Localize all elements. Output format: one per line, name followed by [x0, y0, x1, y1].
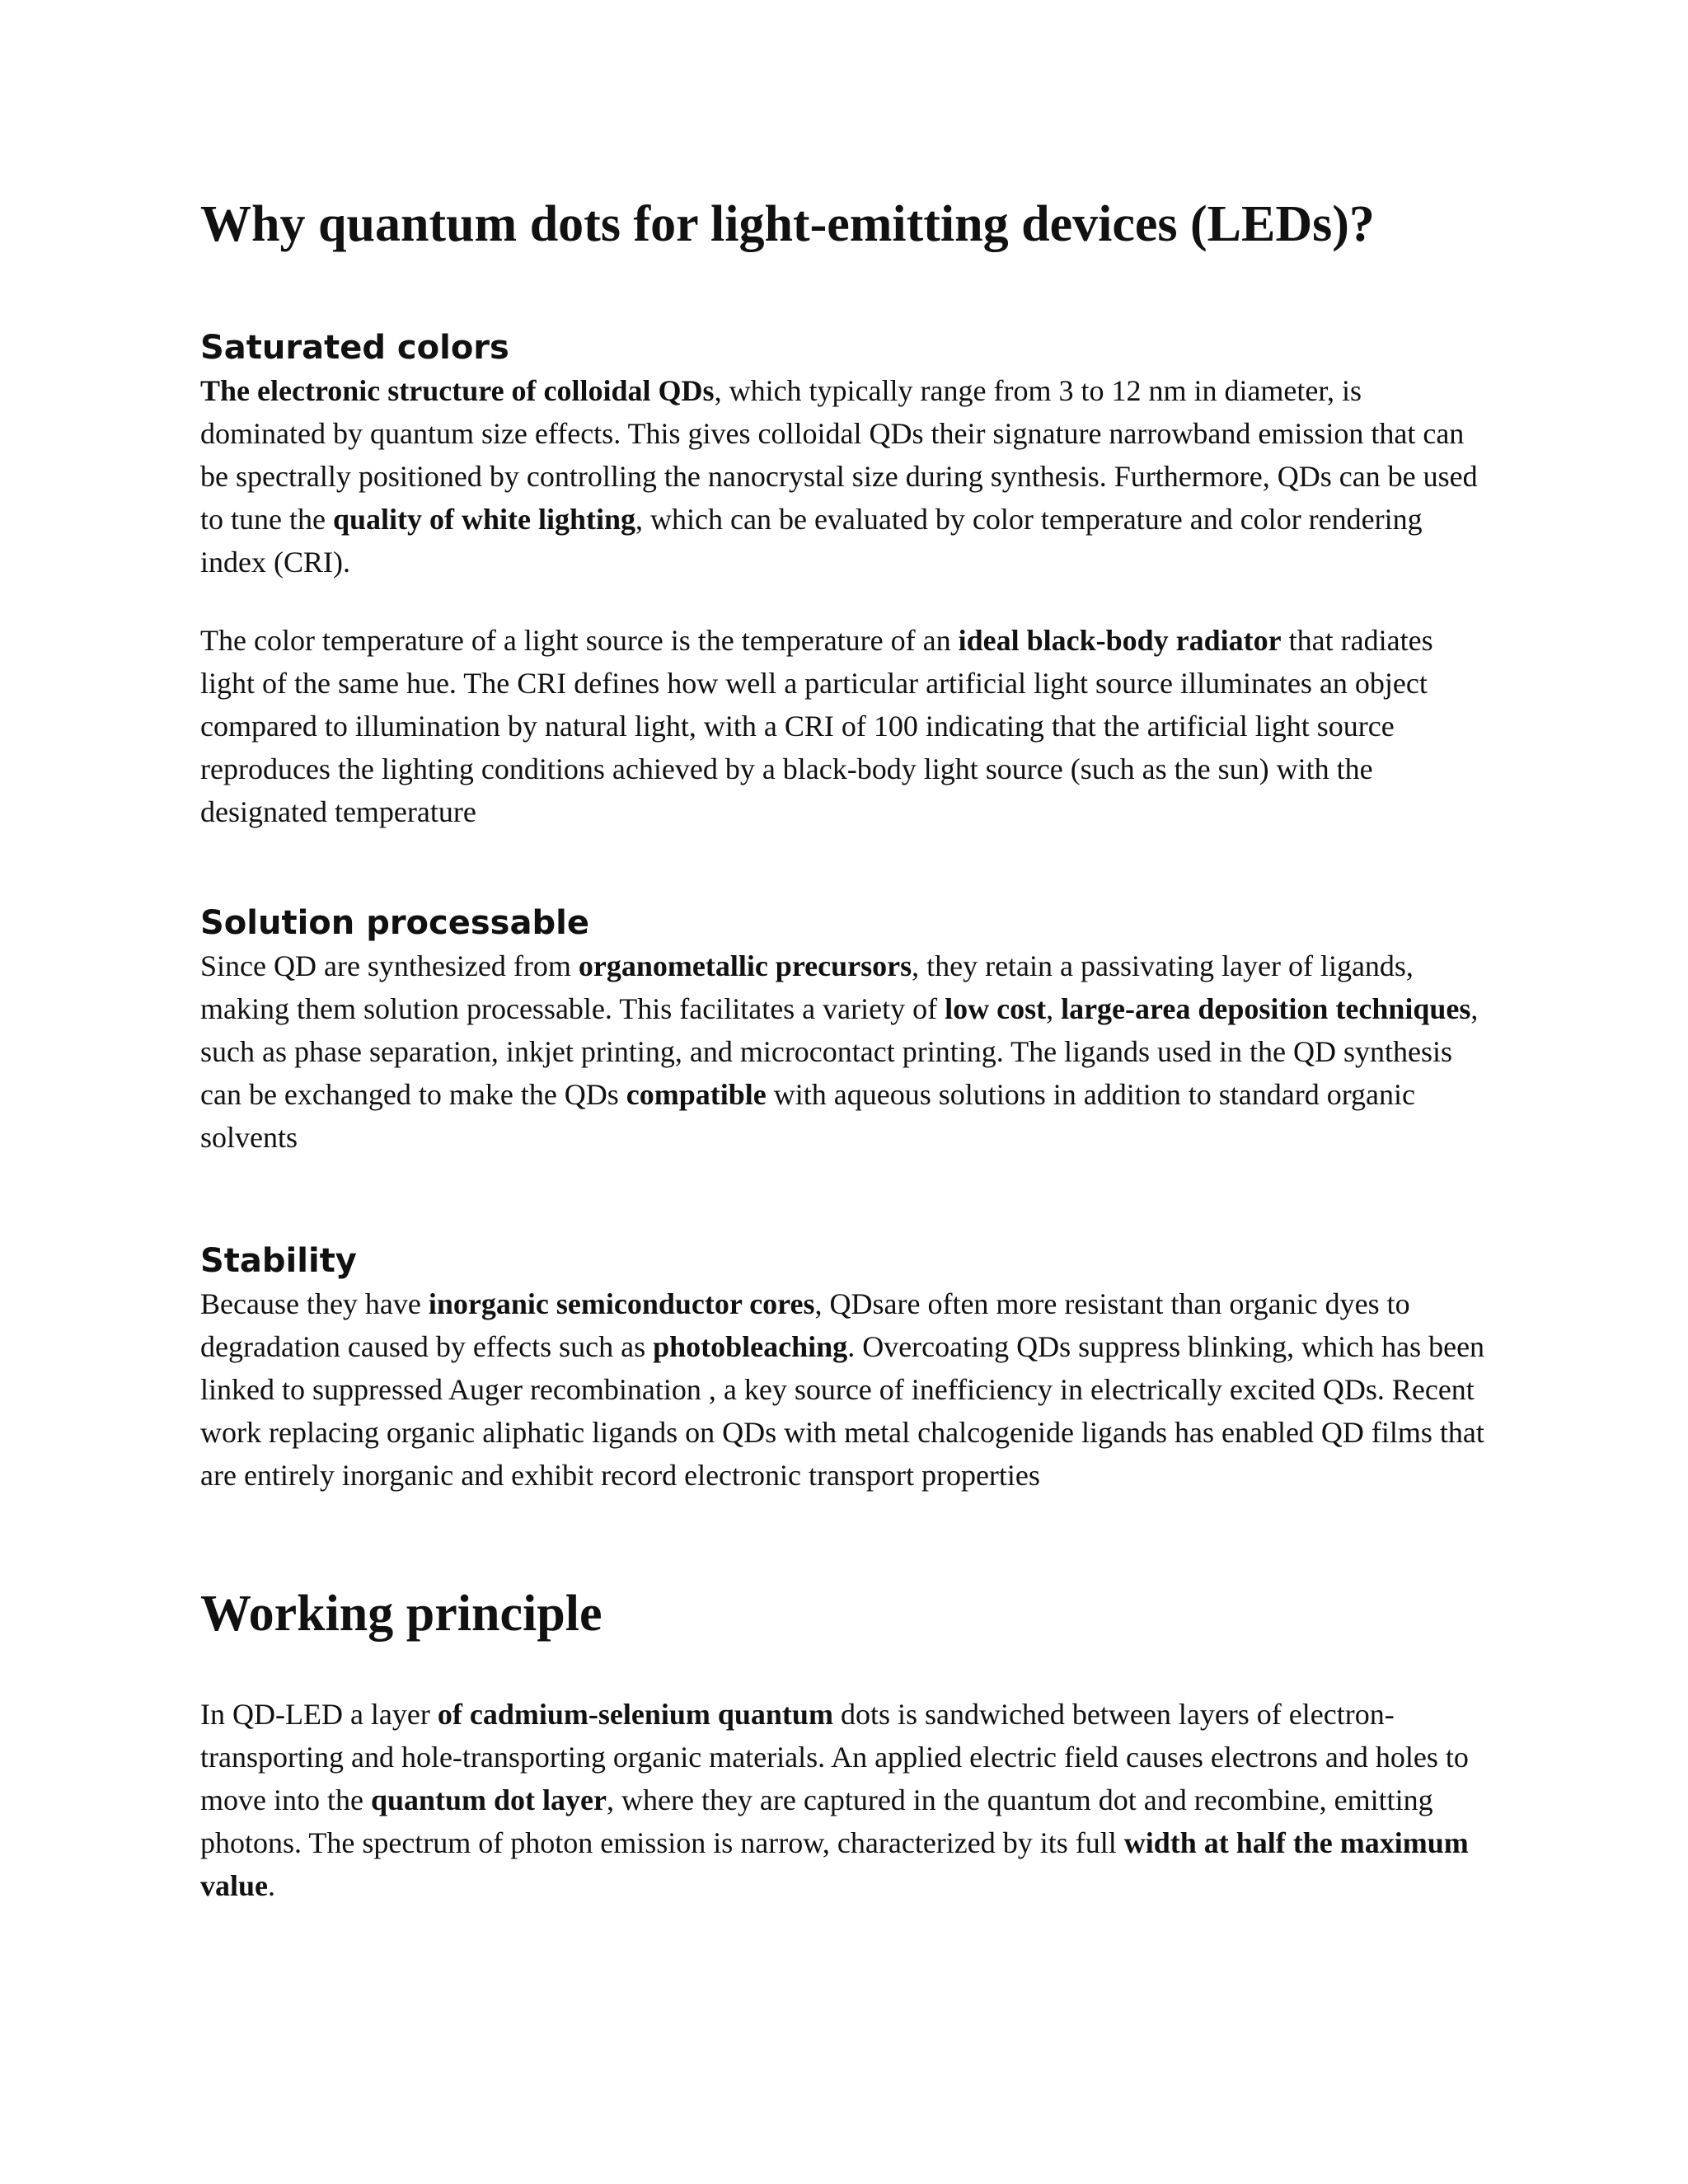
paragraph	[200, 619, 1486, 833]
text-run: , QDsare often more resistant than organic dyes to degradation caused by effects such as	[200, 1287, 1410, 1363]
bold-run: compatible	[626, 1078, 767, 1111]
title-block	[200, 194, 1486, 254]
bold-run: photobleaching	[653, 1330, 848, 1363]
section-stability	[200, 1240, 1486, 1497]
section-working-principle-body	[200, 1693, 1486, 1907]
text-run: , where they are captured in the quantum dot and recombine, emitting photons. The spectrum of photon emission is narrow, characterized by its full	[200, 1783, 1433, 1859]
text-run: , they retain a passivating layer of ligands, making them solution processable. This facilitates a variety of	[200, 949, 1414, 1025]
paragraph	[200, 369, 1486, 583]
section-heading: Stability	[200, 1242, 357, 1280]
text-run: . Overcoating QDs suppress blinking, which has been linked to suppressed Auger recombination , a key source of inefficiency in electrically excited QDs. Recent work replacing organic aliphatic ligands on QDs with metal chalcogenide ligands has enabled QD films that are entirely inorganic and exhibit record electronic transport properties	[200, 1330, 1485, 1492]
section-solution-processable	[200, 902, 1486, 1159]
text-run: Because they have	[200, 1287, 429, 1320]
text-run: The color temperature of a light source is the temperature of an	[200, 624, 959, 657]
paragraph	[200, 944, 1486, 1159]
bold-run: ideal black-body radiator	[958, 624, 1282, 657]
text-run: , which can be evaluated by color temperature and color rendering index (CRI).	[200, 503, 1423, 579]
text-run: that radiates light of the same hue. The CRI defines how well a particular artificial light source illuminates an object compared to illumination by natural light, with a CRI of 100 indicating that the artificial light source reproduces the lighting conditions achieved by a black-body light source (such as the sun) with the designated temperature	[200, 624, 1433, 828]
text-run: .	[268, 1869, 276, 1902]
bold-run: inorganic semiconductor cores	[428, 1287, 815, 1320]
bold-run: quality of white lighting	[332, 503, 636, 536]
section-saturated-colors-cont	[200, 619, 1486, 833]
bold-run: The electronic structure of colloidal QDs	[200, 374, 715, 407]
section-working-principle	[200, 1584, 1486, 1643]
section-title: Working principle	[200, 1586, 603, 1642]
section-heading: Solution processable	[200, 904, 589, 942]
bold-run: quantum dot layer	[370, 1783, 607, 1816]
text-run: In QD-LED a layer	[200, 1698, 438, 1731]
text-run: dots is sandwiched between layers of electron-transporting and hole-transporting organic materials. An applied electric field causes electrons and holes to move into the	[200, 1698, 1469, 1816]
bold-run: of cadmium-selenium quantum	[437, 1698, 833, 1731]
section-heading: Saturated colors	[200, 329, 509, 367]
paragraph	[200, 1282, 1486, 1497]
text-run: Since QD are synthesized from	[200, 949, 579, 982]
bold-run: low cost	[945, 992, 1047, 1025]
bold-run: organometallic precursors	[578, 949, 912, 982]
paragraph	[200, 1693, 1486, 1907]
text-run: , which typically range from 3 to 12 nm in diameter, is dominated by quantum size effects. This gives colloidal QDs their signature narrowband emission that can be spectrally positioned by controlling the nanocrystal size during synthesis. Furthermore, QDs can be used to tune the	[200, 374, 1478, 536]
section-saturated-colors	[200, 326, 1486, 583]
text-run: with aqueous solutions in addition to standard organic solvents	[200, 1078, 1416, 1154]
bold-run: width at half the maximum value	[200, 1826, 1469, 1902]
page-title: Why quantum dots for light-emitting devices (LEDs)?	[200, 196, 1375, 252]
bold-run: large-area deposition techniques	[1061, 992, 1471, 1025]
text-run: ,	[1046, 992, 1062, 1025]
text-run: , such as phase separation, inkjet printing, and microcontact printing. The ligands used in the QD synthesis can be exchanged to make the QDs	[200, 992, 1479, 1111]
